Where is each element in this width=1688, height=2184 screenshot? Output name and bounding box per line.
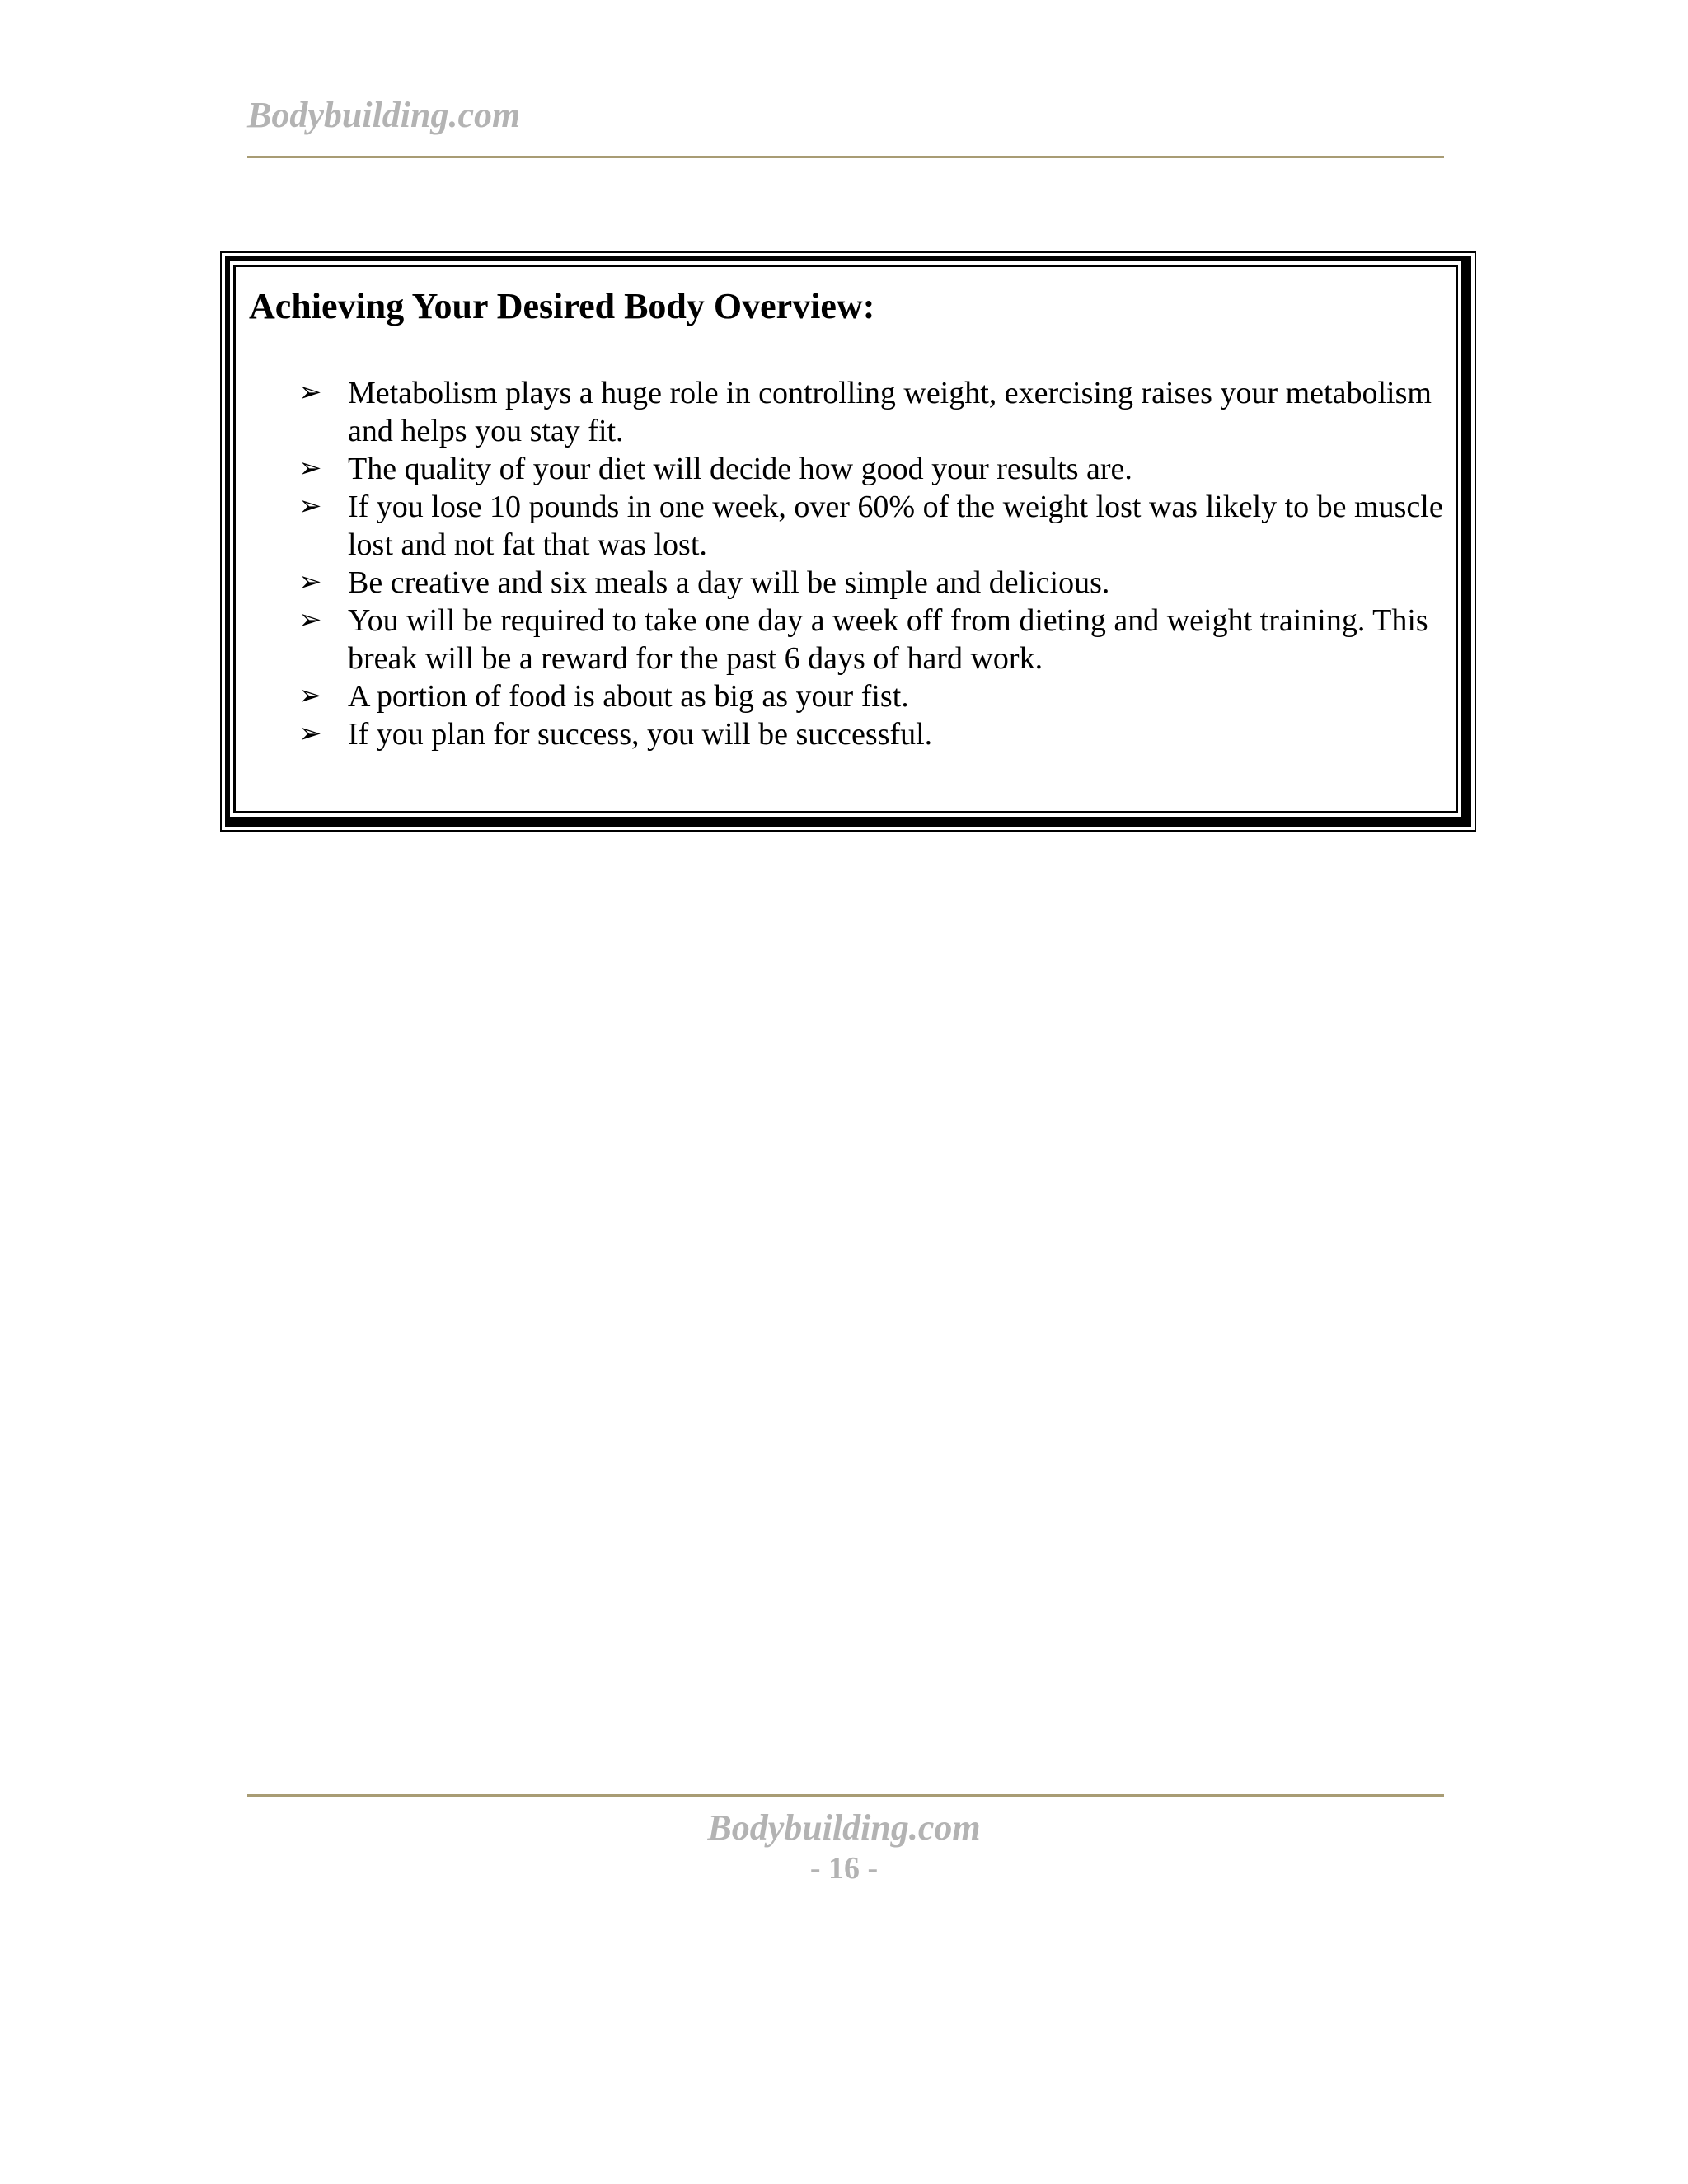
list-item-text: If you plan for success, you will be successful. (348, 717, 933, 752)
list-item-text: Be creative and six meals a day will be simple and delicious. (348, 565, 1110, 600)
arrowhead-bullet-icon: ➢ (298, 681, 322, 711)
arrowhead-bullet-icon: ➢ (298, 567, 322, 598)
list-item (298, 677, 1452, 715)
header-divider (247, 156, 1444, 158)
list-item-text: The quality of your diet will decide how good your results are. (348, 452, 1132, 486)
arrowhead-bullet-icon: ➢ (298, 453, 322, 484)
list-item (298, 564, 1452, 602)
header-site-title: Bodybuilding.com (247, 95, 521, 135)
list-item (298, 374, 1452, 450)
arrowhead-bullet-icon: ➢ (298, 491, 322, 522)
page-number: - 16 - (809, 1851, 879, 1886)
arrowhead-bullet-icon: ➢ (298, 719, 322, 749)
list-item-text: If you lose 10 pounds in one week, over 60% of the weight lost was likely to be muscle lost and not fat that was lost. (348, 490, 1443, 562)
summary-box-heading: Achieving Your Desired Body Overview: (249, 286, 875, 326)
list-item (298, 450, 1452, 488)
footer-site-title: Bodybuilding.com (707, 1807, 981, 1848)
arrowhead-bullet-icon: ➢ (298, 605, 322, 635)
list-item-text: You will be required to take one day a week off from dieting and weight training. This break will be a reward for the past 6 days of hard work. (348, 603, 1428, 676)
arrowhead-bullet-icon: ➢ (298, 377, 322, 408)
list-item (298, 715, 1452, 753)
list-item (298, 488, 1452, 564)
list-item-text: A portion of food is about as big as your fist. (348, 679, 909, 714)
list-item-text: Metabolism plays a huge role in controlling weight, exercising raises your metabolism and helps you stay fit. (348, 376, 1432, 448)
footer-divider (247, 1794, 1444, 1797)
list-item (298, 602, 1452, 677)
summary-bullet-list (298, 374, 1452, 753)
